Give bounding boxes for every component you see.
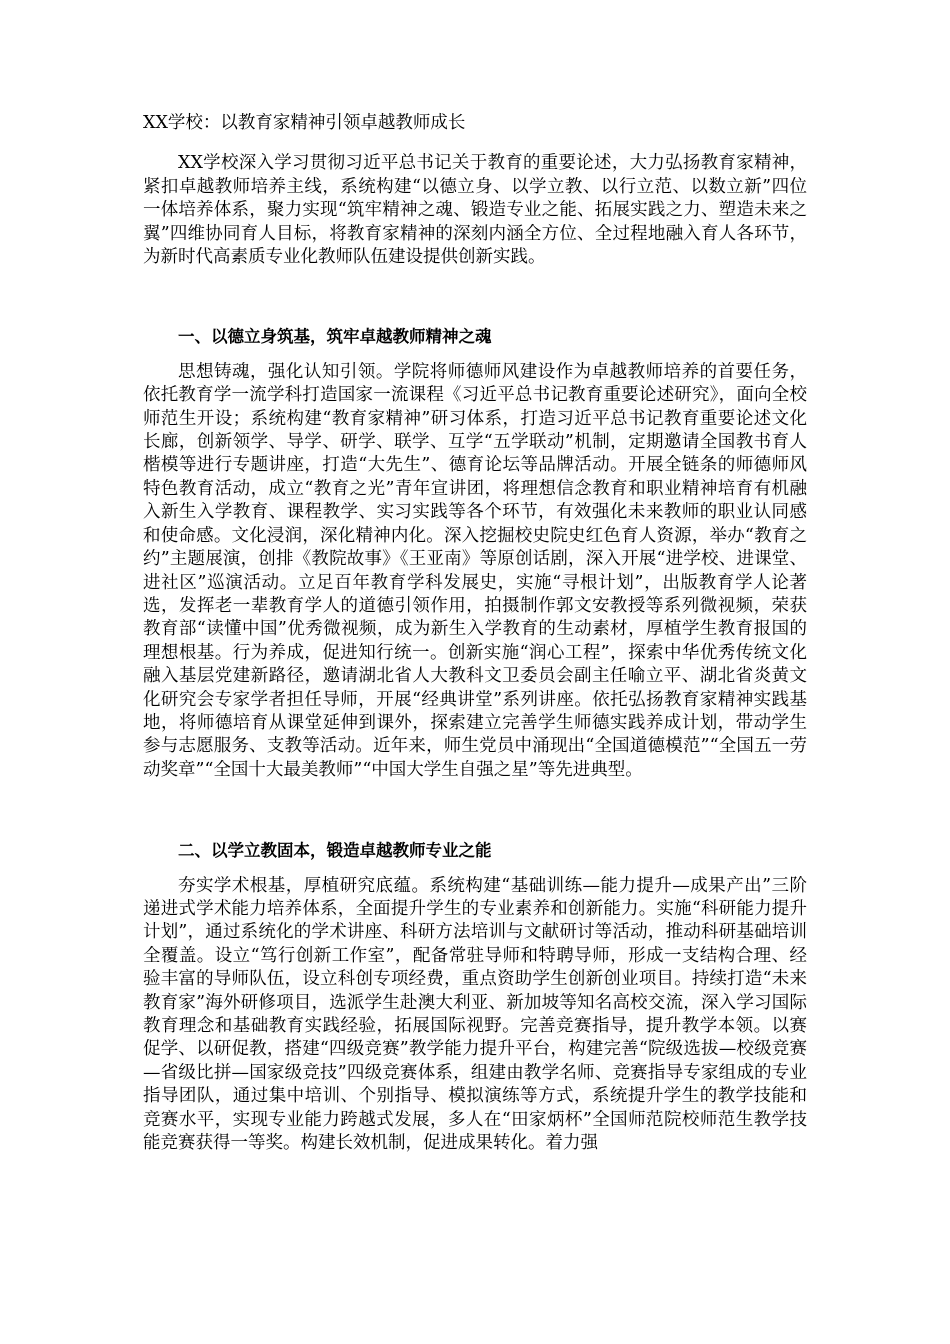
section-2 (143, 839, 807, 1155)
document-title: XX学校：以教育家精神引领卓越教师成长 (143, 113, 466, 133)
section-1-heading: 一、以德立身筑基，筑牢卓越教师精神之魂 (178, 327, 492, 347)
section-1-body: 思想铸魂，强化认知引领。学院将师德师风建设作为卓越教师培养的首要任务，依托教育学一流学科打造国家一流课程《习近平总书记教育重要论述研究》，面向全校师范生开设；系统构建“教育家精神”研习体系，打造习近平总书记教育重要论述文化长廊，创新领学、导学、研学、联学、互学“五学联动”机制，定期邀请全国教书育人楷模等进行专题讲座，打造“大先生”、德育论坛等品牌活动。开展全链条的师德师风特色教育活动，成立“教育之光”青年宣讲团，将理想信念教育和职业精神培育有机融入新生入学教育、课程教学、实习实践等各个环节，有效强化未来教师的职业认同感和使命感。文化浸润，深化精神内化。深入挖掘校史院史红色育人资源，举办“教育之约”主题展演，创排《教院故事》《王亚南》等原创话剧，深入开展“进学校、进课堂、进社区”巡演活动。立足百年教育学科发展史，实施“寻根计划”，出版教育学人论著选，发挥老一辈教育学人的道德引领作用，拍摄制作郭文安教授等系列微视频，荣获教育部“读懂中国”优秀微视频，成为新生入学教育的生动素材，厚植学生教育报国的理想根基。行为养成，促进知行统一。创新实施“润心工程”，探索中华优秀传统文化融入基层党建新路径，邀请湖北省人大教科文卫委员会副主任喻立平、湖北省炎黄文化研究会专家学者担任导师，开展“经典讲堂”系列讲座。依托弘扬教育家精神实践基地，将师德培育从课堂延伸到课外，探索建立完善学生师德实践养成计划，带动学生参与志愿服务、支教等活动。近年来，师生党员中涌现出“全国道德模范”“全国五一劳动奖章”“全国十大最美教师”“中国大学生自强之星”等先进典型。 (143, 361, 807, 780)
section-1 (143, 325, 807, 782)
section-2-body: 夯实学术根基，厚植研究底蕴。系统构建“基础训练—能力提升—成果产出”三阶递进式学术能力培养体系，全面提升学生的专业素养和创新能力。实施“科研能力提升计划”，通过系统化的学术讲座、科研方法培训与文献研讨等活动，推动科研基础培训全覆盖。设立“笃行创新工作室”，配备常驻导师和特聘导师，形成一支结构合理、经验丰富的导师队伍，设立科创专项经费，重点资助学生创新创业项目。持续打造“未来教育家”海外研修项目，选派学生赴澳大利亚、新加坡等知名高校交流，深入学习国际教育理念和基础教育实践经验，拓展国际视野。完善竞赛指导，提升教学本领。以赛促学、以研促教，搭建“四级竞赛”教学能力提升平台，构建完善“院级选拔—校级竞赛—省级比拼—国家级竞技”四级竞赛体系，组建由教学名师、竞赛指导专家组成的专业指导团队，通过集中培训、个别指导、模拟演练等方式，系统提升学生的教学技能和竞赛水平，实现专业能力跨越式发展，多人在“田家炳杯”全国师范院校师范生教学技能竞赛获得一等奖。构建长效机制，促进成果转化。着力强 (143, 875, 807, 1154)
section-2-heading: 二、以学立教固本，锻造卓越教师专业之能 (178, 841, 492, 861)
document-page (143, 112, 807, 1155)
intro-paragraph: XX学校深入学习贯彻习近平总书记关于教育的重要论述，大力弘扬教育家精神，紧扣卓越教师培养主线，系统构建“以德立身、以学立教、以行立范、以数立新”四位一体培养体系，聚力实现“筑牢精神之魂、锻造专业之能、拓展实践之力、塑造未来之翼”四维协同育人目标，将教育家精神的深刻内涵全方位、全过程地融入育人各环节，为新时代高素质专业化教师队伍建设提供创新实践。 (143, 153, 807, 268)
